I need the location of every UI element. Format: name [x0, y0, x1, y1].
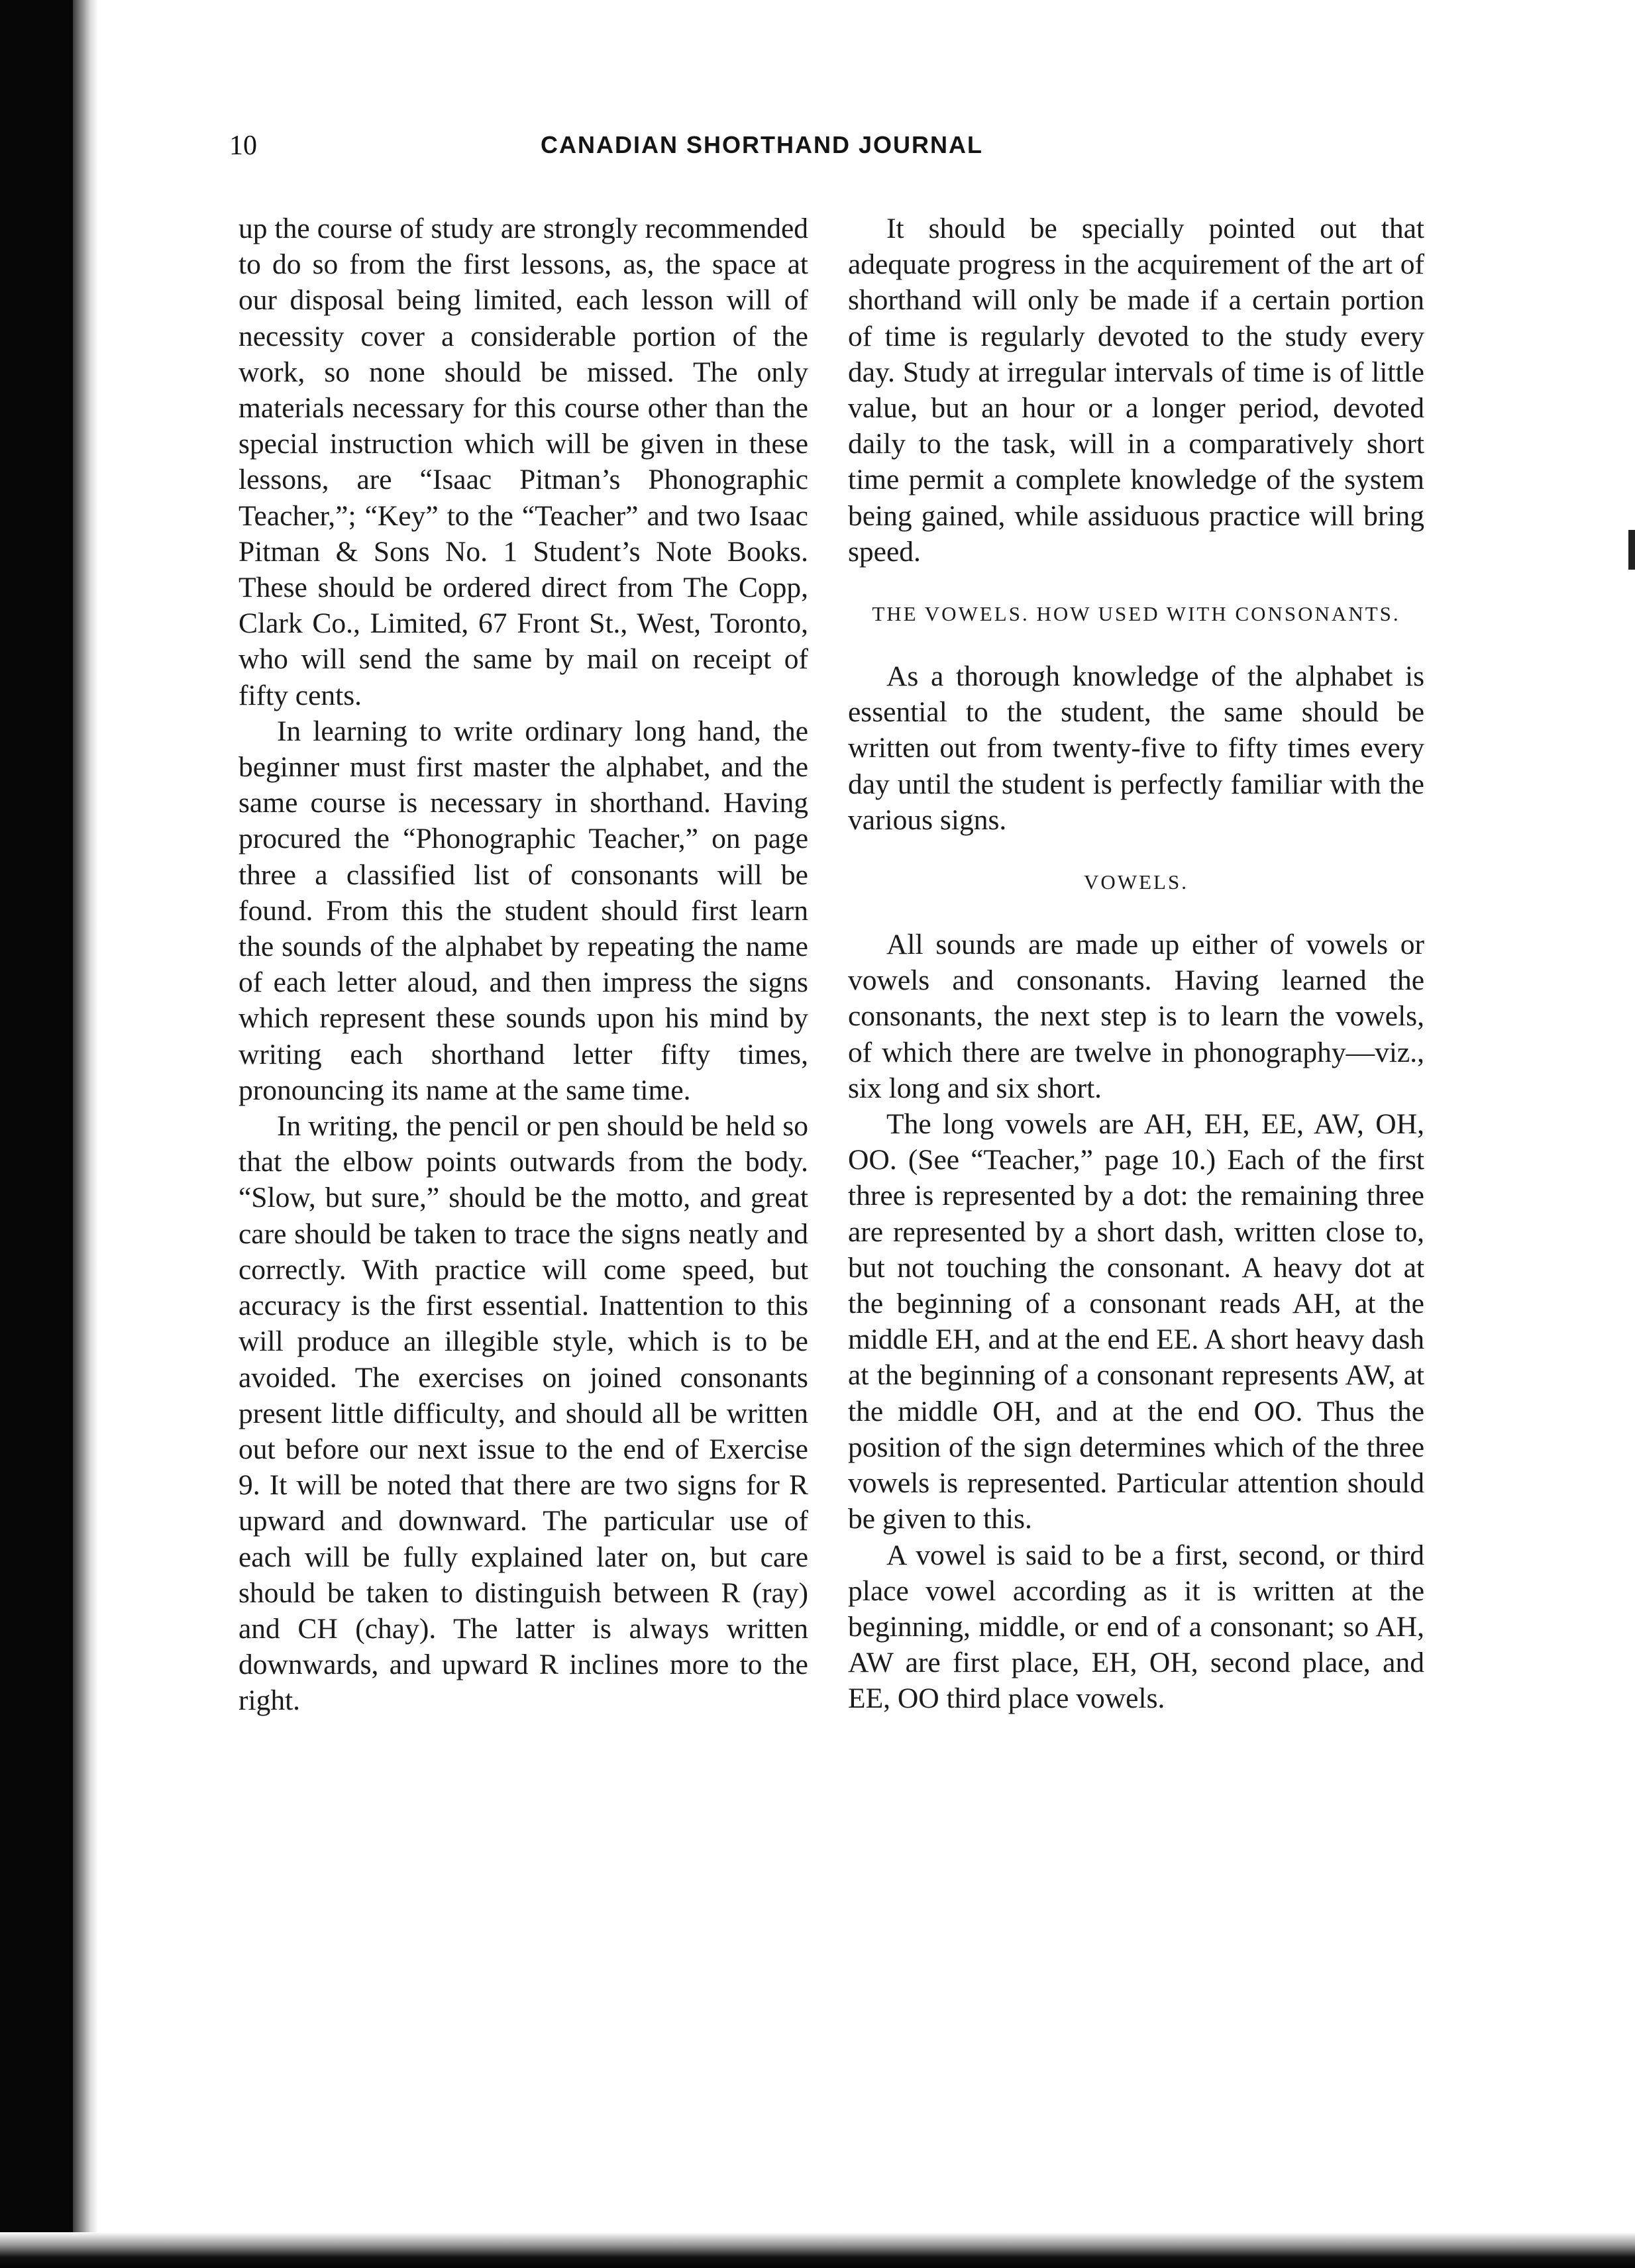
scan-border-shadow	[73, 0, 98, 2268]
page-header	[229, 130, 1117, 170]
scan-border-left	[0, 0, 73, 2268]
paragraph-long-vowels: The long vowels are AH, EH, EE, AW, OH, OO. (See “Teacher,” page 10.) Each of the first three is represented by a dot: the remaining three are represented by a short dash, written close to, but not touching the consonant. A heavy dot at the beginning of a consonant reads AH, at the middle EH, and at the end EE. A short heavy dash at the beginning of a consonant represents AW, at the middle OH, and at the end OO. Thus the position of the sign determines which of the three vowels is represented. Particular attention should be given to this.	[848, 1108, 1424, 1535]
page-number: 10	[229, 130, 257, 161]
scan-mark-right	[1628, 530, 1635, 570]
scan-border-bottom	[0, 2232, 1635, 2268]
paragraph-progress: It should be specially pointed out that adequate progress in the acquirement of the art of shorthand will only be made if a certain portion of time is regularly devoted to the study every day. Study at irregular intervals of time is of little value, but an hour or a longer period, devoted daily to the task, will in a comparatively short time permit a complete knowledge of the system being gained, while assiduous practice will bring speed.	[848, 213, 1424, 568]
right-column	[848, 211, 1424, 1717]
paragraph-vowel-place: A vowel is said to be a first, second, or third place vowel according as it is written at the beginning, middle, or end of a consonant; so AH, AW are first place, EH, OH, second place, and EE, OO third place vowels.	[848, 1539, 1424, 1715]
section-heading-vowels-consonants: THE VOWELS. HOW USED WITH CONSONANTS.	[872, 602, 1400, 626]
paragraph-learning-longhand: In learning to write ordinary long hand, the beginner must first master the alphabet, and the same course is necessary in shorthand. Having procured the “Phonographic Teacher,” on page three a classified list of consonants will be found. From this the student should first learn the sounds of the alphabet by repeating the name of each letter aloud, and then impress the signs which represent these sounds upon his mind by writing each shorthand letter fifty times, pronouncing its name at the same time.	[238, 715, 808, 1106]
paragraph-alphabet: As a thorough knowledge of the alphabet is essential to the student, the same should be written out from twenty-five to fifty times every day until the student is perfectly familiar with the various signs.	[848, 660, 1424, 836]
paragraph-sounds: All sounds are made up either of vowels or vowels and consonants. Having learned the consonants, the next step is to learn the vowels, of which there are twelve in phonography—viz., six long and six short.	[848, 929, 1424, 1104]
paragraph-continuation: up the course of study are strongly recommended to do so from the first lessons, as, the space at our disposal being limited, each lesson will of necessity cover a considerable portion of the work, so none should be missed. The only materials necessary for this course other than the special instruction which will be given in these lessons, are “Isaac Pitman’s Phonographic Teacher,”; “Key” to the “Teacher” and two Isaac Pitman & Sons No. 1 Student’s Note Books. These should be ordered direct from The Copp, Clark Co., Limited, 67 Front St., West, Toronto, who will send the same by mail on receipt of fifty cents.	[238, 213, 808, 711]
left-column	[238, 211, 808, 1719]
section-heading-vowels: VOWELS.	[1084, 870, 1188, 894]
paragraph-writing-posture: In writing, the pencil or pen should be held so that the elbow points outwards from the body. “Slow, but sure,” should be the motto, and great care should be taken to trace the signs neatly and correctly. With practice will come speed, but accuracy is the first essential. Inattention to this will produce an illegible style, which is to be avoided. The exercises on joined consonants present little difficulty, and should all be written out before our next issue to the end of Exercise 9. It will be noted that there are two signs for R upward and downward. The particular use of each will be fully explained later on, but care should be taken to distinguish between R (ray) and CH (chay). The latter is always written downwards, and upward R inclines more to the right.	[238, 1110, 808, 1717]
running-title: CANADIAN SHORTHAND JOURNAL	[541, 131, 983, 158]
